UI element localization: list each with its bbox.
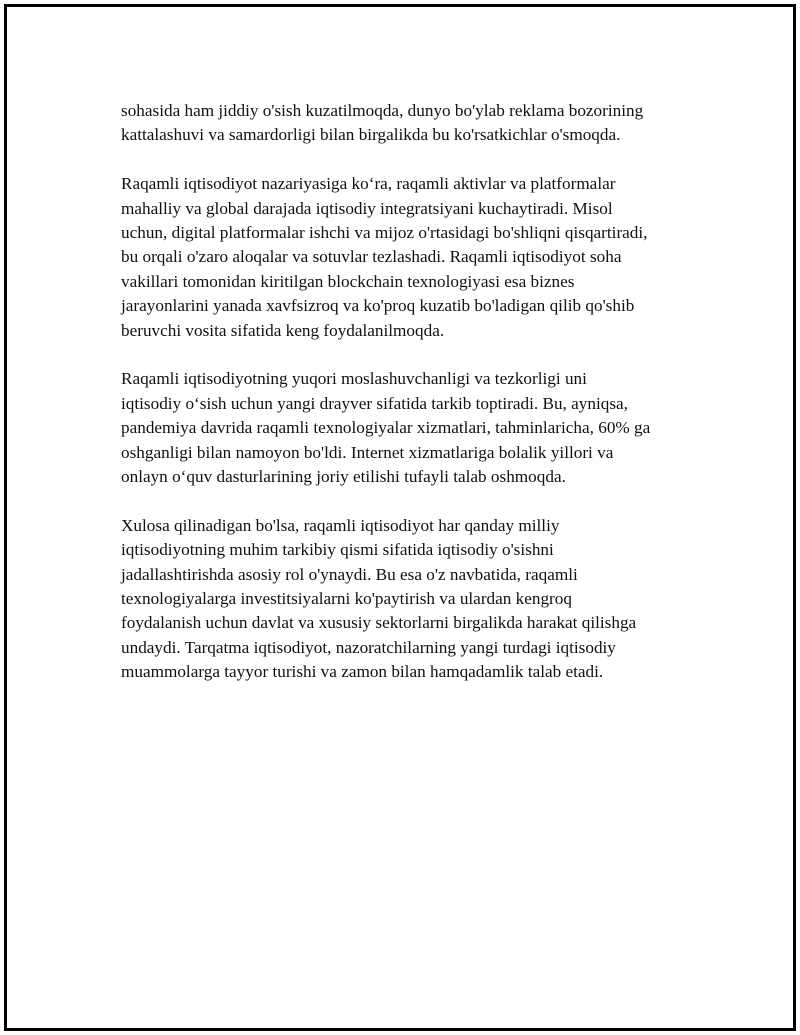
text-line: pandemiya davrida raqamli texnologiyalar xizmatlari, tahminlaricha, 60% ga [121,418,651,438]
text-line: texnologiyalarga investitsiyalarni ko'paytirish va ulardan kengroq [121,589,572,609]
text-line: undaydi. Tarqatma iqtisodiyot, nazoratchilarning yangi turdagi iqtisodiy [121,637,616,657]
text-line: Raqamli iqtisodiyotning yuqori moslashuvchanligi va tezkorligi uni [121,369,587,389]
text-line: bu orqali o'zaro aloqalar va sotuvlar tezlashadi. Raqamli iqtisodiyot soha [121,247,622,267]
paragraph-1 [121,99,701,148]
text-line: onlayn o‘quv dasturlarining joriy etilishi tufayli talab oshmoqda. [121,467,566,487]
paragraph-2 [121,172,701,343]
text-line: foydalanish uchun davlat va xususiy sektorlarni birgalikda harakat qilishga [121,613,637,633]
text-line: beruvchi vosita sifatida keng foydalanilmoqda. [121,320,445,340]
text-line: muammolarga tayyor turishi va zamon bilan hamqadamlik talab etadi. [121,662,604,682]
text-line: Raqamli iqtisodiyot nazariyasiga ko‘ra, raqamli aktivlar va platformalar [121,174,616,194]
text-line: kattalashuvi va samardorligi bilan birgalikda bu ko'rsatkichlar o'smoqda. [121,125,621,145]
text-line: jadallashtirishda asosiy rol o'ynaydi. Bu esa o'z navbatida, raqamli [121,564,578,584]
text-line: vakillari tomonidan kiritilgan blockchain texnologiyasi esa biznes [121,271,575,291]
text-line: mahalliy va global darajada iqtisodiy integratsiyani kuchaytiradi. Misol [121,198,613,218]
text-line: Xulosa qilinadigan bo'lsa, raqamli iqtisodiyot har qanday milliy [121,515,560,535]
text-line: uchun, digital platformalar ishchi va mijoz o'rtasidagi bo'shliqni qisqartiradi, [121,223,648,243]
text-line: iqtisodiyotning muhim tarkibiy qismi sifatida iqtisodiy o'sishni [121,540,554,560]
page-border [4,4,796,1031]
text-line: jarayonlarini yanada xavfsizroq va ko'proq kuzatib bo'ladigan qilib qo'shib [121,296,635,316]
paragraph-4 [121,514,701,685]
text-line: oshganligi bilan namoyon bo'ldi. Internet xizmatlariga bolalik yillori va [121,442,614,462]
text-line: iqtisodiy o‘sish uchun yangi drayver sifatida tarkib toptiradi. Bu, ayniqsa, [121,393,628,413]
document-body [121,99,701,709]
text-line: sohasida ham jiddiy o'sish kuzatilmoqda, dunyo bo'ylab reklama bozorining [121,101,644,120]
paragraph-3 [121,367,701,489]
